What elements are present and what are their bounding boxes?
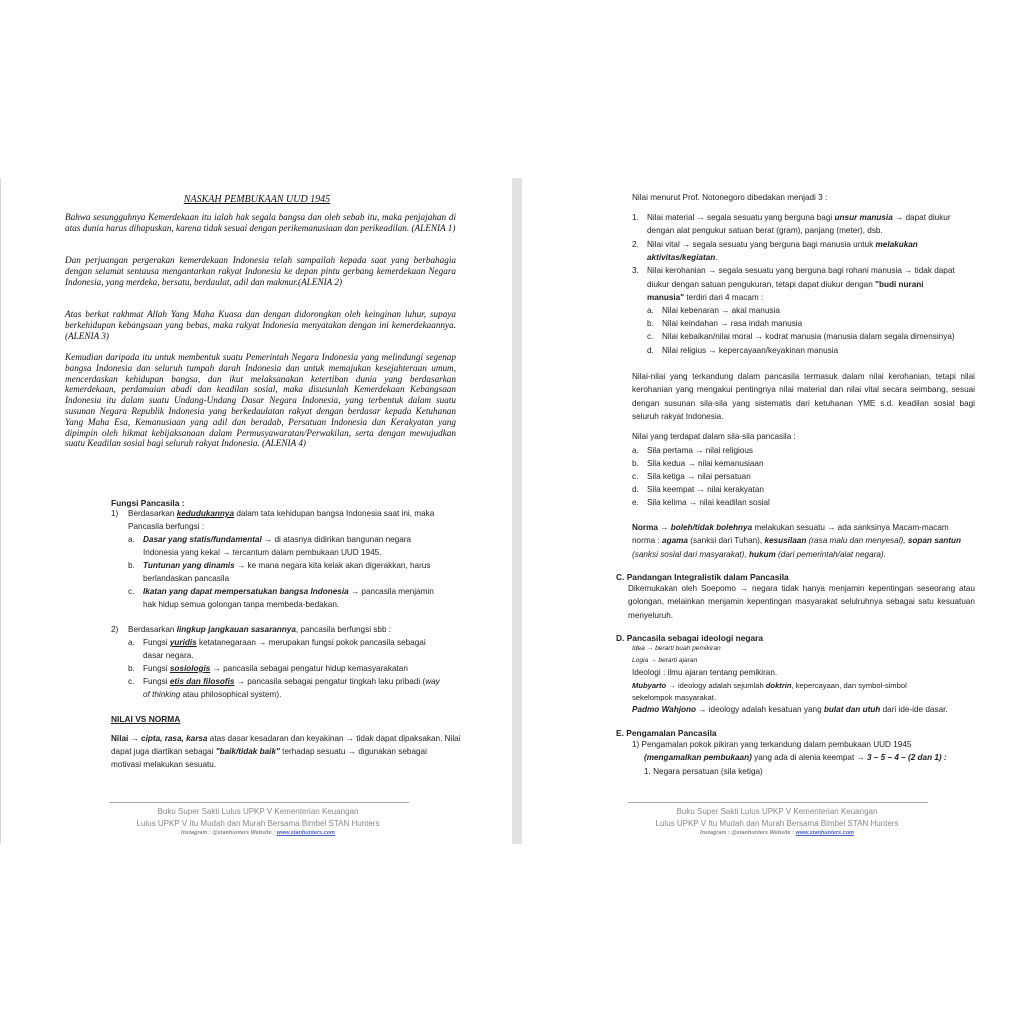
footer-right-line-3: Instagram : @stanhunters Website : www.stanhunters.com xyxy=(700,830,854,836)
kerohanian-paragraph: Nilai-nilai yang terkandung dalam pancasila termasuk dalam nilai kerohanian, tetapi nilai kerohanian yang mengakui pentingnya nilai material dan nilai vital secara seimbang, sesuai dengan susunan sila-sila yang sistematis dari ketuhanan YME s.d. keadilan sosial bagi seluruh rakyat Indonesia. xyxy=(632,372,975,422)
f2-line1: Berdasarkan lingkup jangkauan sasarannya, pancasila berfungsi sbb : xyxy=(128,625,392,634)
sila-e-text: Sila kelima → nilai keadilan sosial xyxy=(647,498,770,507)
footer-line-1: Buku Super Sakti Lulus UPKP V Kementerian Keuangan xyxy=(157,807,359,816)
n3a-text: Nilai kebenaran → akal manusia xyxy=(662,306,780,315)
nilai-line2: dapat juga diartikan sebagai "baik/tidak baik" terhadap sesuatu → digunakan sebagai xyxy=(111,747,427,756)
section-c-text: Dikemukakan oleh Soepomo → negara tidak hanya menjamin kepentingan seseorang atau golongan, melainkan menjamin kepentingan masyarakat selulruhnya sebagai satu kesuatuan menyeluruh. xyxy=(628,584,975,620)
f1b-line1: Tuntunan yang dinamis → ke mana negara kita kelak akan digerakkan, harus xyxy=(143,561,431,570)
mubyarto-line: Mubyarto → ideology adalah sejumlah doktrin, kepercayaan, dan symbol-simbol xyxy=(632,681,907,690)
sila-intro: Nilai yang terdapat dalam sila-sila pancasila : xyxy=(632,432,796,441)
alenia-1: Bahwa sesungguhnya Kemerdekaan itu ialah hak segala bangsa dan oleh sebab itu, maka penjajahan di atas dunia harus dihapuskan, karena tidak sesuai dengan perikemanusiaan dan perikeadilan. (ALENIA 1) xyxy=(65,212,456,233)
n3c-letter: c. xyxy=(647,332,654,341)
f2-number: 2) xyxy=(111,625,119,634)
footer-divider-right xyxy=(628,802,928,803)
footer-right-line-1: Buku Super Sakti Lulus UPKP V Kementerian Keuangan xyxy=(676,807,878,816)
f2c-line2: of thinking atau philosophical system). xyxy=(143,690,282,699)
section-e-heading: E. Pengamalan Pancasila xyxy=(616,728,717,738)
alenia-3: Atas berkat rakhmat Allah Yang Maha Kuasa dan dengan didorongkan oleh keinginan luhur, supaya berkehidupan kebangsaan yang bebas, maka rakyat Indonesia menyatakan dengan ini kemerdekaannya. (ALENIA 3) xyxy=(65,309,456,341)
norma-line1: Norma → boleh/tidak bolehnya melakukan sesuatu → ada sanksinya Macam-macam xyxy=(632,523,949,532)
norma-line2: norma : agama (sanksi dari Tuhan), kesusilaan (rasa malu dan menyesal), sopan santun xyxy=(632,536,962,545)
notonegoro-intro: Nilai menurut Prof. Notonegoro dibedakan menjadi 3 : xyxy=(632,193,828,202)
alenia-4: Kemudian daripada itu untuk membentuk suatu Pemerintah Negara Indonesia yang melindungi segenap bangsa Indonesia dan seluruh tumpah darah Indonesia dan untuk memajukan kesejahteraan umum, mencerdaskan kehidupan bangsa, dan ikut melaksanakan ketertiban dunia yang berdasarkan kemerdekaan, perdamaian abadi dan keadilan sosial, maka disusunlah Kemerdekaan Kebangsaan Indonesia itu dalam suatu Undang-Undang Dasar Negara Indonesia, yang terbentuk dalam suatu susunan Negara Republik Indonesia yang berkedaulatan rakyat dengan berdasar kepada Ketuhanan Yang Maha Esa, Kemanusiaan yang adil dan beradab, Persatuan Indonesia dan Kerakyatan yang dipimpin oleh hikmat kebijaksanaan dalam Permusyawaratan/Perwakilan, serta dengan mewujudkan suatu Keadilan sosial bagi seluruh rakyat Indonesia. (ALENIA 4) xyxy=(65,352,456,449)
left-page xyxy=(0,178,513,844)
f2b-letter: b. xyxy=(128,664,135,673)
website-link[interactable]: www.stanhunters.com xyxy=(276,830,335,836)
right-page xyxy=(522,178,1024,844)
sila-b-letter: b. xyxy=(632,459,639,468)
mubyarto-line2: sekelompok masyarakat. xyxy=(632,693,716,702)
f2c-line1: Fungsi etis dan filosofis → pancasila sebagai pengatur tingkah laku pribadi (way xyxy=(143,677,440,686)
pengamalan-line2: (mengamalkan pembukaan) yang ada di alenia keempat → 3 – 5 – 4 – (2 dan 1) : xyxy=(644,753,947,762)
f1-line2: Pancasila berfungsi : xyxy=(128,522,205,531)
n3d-letter: d. xyxy=(647,346,654,355)
f1a-letter: a. xyxy=(128,535,135,544)
fungsi-heading: Fungsi Pancasila : xyxy=(111,498,185,508)
n3b-text: Nilai keindahan → rasa indah manusia xyxy=(662,319,803,328)
f2a-line1: Fungsi yuridis ketatanegaraan → merupakan fungsi pokok pancasila sebagai xyxy=(143,638,426,647)
nilai-line3: motivasi melakukan sesuatu. xyxy=(111,760,217,769)
f1a-line2: Indonesia yang kekal → tercantum dalam pembukaan UUD 1945. xyxy=(143,548,382,557)
f2a-letter: a. xyxy=(128,638,135,647)
f1-number: 1) xyxy=(111,509,119,518)
n2-line2: aktivitas/kegiatan. xyxy=(647,253,718,262)
f1-line1: Berdasarkan kedudukannya dalam tata kehidupan bangsa Indonesia saat ini, maka xyxy=(128,509,435,518)
n3-number: 3. xyxy=(632,266,639,275)
f1c-line2: hak hidup semua golongan tanpa membeda-bedakan. xyxy=(143,600,340,609)
footer-line-3: Instagram : @stanhunters Website : www.stanhunters.com xyxy=(181,830,335,836)
sila-e-letter: e. xyxy=(632,498,639,507)
f1a-line1: Dasar yang statis/fundamental → di atasnya didirikan bangunan negara xyxy=(143,535,412,544)
nilai-line1: Nilai → cipta, rasa, karsa atas dasar kesadaran dan keyakinan → tidak dapat dipaksakan. Nilai xyxy=(111,734,461,743)
n3-line3: manusia" terdiri dari 4 macam : xyxy=(647,293,764,302)
n1-line1: Nilai material → segala sesuatu yang berguna bagi unsur manusia → dapat diukur xyxy=(647,213,951,222)
website-link-right[interactable]: www.stanhunters.com xyxy=(795,830,854,836)
sila-c-letter: c. xyxy=(632,472,639,481)
f2c-letter: c. xyxy=(128,677,135,686)
footer-line-2: Lulus UPKP V Itu Mudah dan Murah Bersama Bimbel STAN Hunters xyxy=(136,819,380,828)
sila-d-text: Sila keempat → nilai kerakyatan xyxy=(647,485,764,494)
norma-line3: (sanksi sosial dari masyarakat), hukum (dari pemerintah/alat negara). xyxy=(632,550,886,559)
section-c-heading: C. Pandangan Integralistik dalam Pancasila xyxy=(616,572,789,582)
f2a-line2: dasar negara. xyxy=(143,651,194,660)
sila-a-text: Sila pertama → nilai religious xyxy=(647,446,754,455)
alenia-2: Dan perjuangan pergerakan kemerdekaan Indonesia telah sampailah kepada saat yang berbahagia dengan selamat sentausa mengantarkan rakyat Indonesia ke depan pintu gerbang kemerdekaan Negara Indonesia, yang merdeka, bersatu, berdaulat, adil dan makmur.(ALENIA 2) xyxy=(65,255,456,287)
f1b-line2: berlandaskan pancasila xyxy=(143,574,230,583)
n3-line1: Nilai kerohanian → segala sesuatu yang berguna bagi rohani manusia → tidak dapat xyxy=(647,266,955,275)
n3-line2: diukur dengan satuan pengukuran, tetapi dapat diukur dengan "budi nurani xyxy=(647,280,924,289)
sila-c-text: Sila ketiga → nilai persatuan xyxy=(647,472,751,481)
pengamalan-line3: 1. Negara persatuan (sila ketiga) xyxy=(644,767,763,776)
footer-divider xyxy=(109,802,409,803)
n1-line2: dengan alat pengukur satuan berat (gram), panjang (meter), dsb. xyxy=(647,226,883,235)
document-title: NASKAH PEMBUKAAN UUD 1945 xyxy=(183,194,331,205)
nilai-vs-norma-heading: NILAI VS NORMA xyxy=(111,714,181,724)
page-gutter xyxy=(512,178,522,844)
pengamalan-line1: 1) Pengamalan pokok pikiran yang terkandung dalam pembukaan UUD 1945 xyxy=(632,740,912,749)
sila-d-letter: d. xyxy=(632,485,639,494)
n2-number: 2. xyxy=(632,240,639,249)
sila-a-letter: a. xyxy=(632,446,639,455)
f1b-letter: b. xyxy=(128,561,135,570)
footer-right-line-2: Lulus UPKP V Itu Mudah dan Murah Bersama Bimbel STAN Hunters xyxy=(655,819,899,828)
sila-b-text: Sila kedua → nilai kemanusiaan xyxy=(647,459,764,468)
n1-number: 1. xyxy=(632,213,639,222)
n3a-letter: a. xyxy=(647,306,654,315)
n2-line1: Nilai vital → segala sesuatu yang berguna bagi manusia untuk melakukan xyxy=(647,240,918,249)
idea-definition: Idea → berarti buah pemikiran xyxy=(632,645,721,652)
n3d-text: Nilai religius → kepercayaan/keyakinan manusia xyxy=(662,346,839,355)
n3b-letter: b. xyxy=(647,319,654,328)
f1c-line1: Ikatan yang dapat mempersatukan bangsa Indonesia → pancasila menjamin xyxy=(143,587,434,596)
ideologi-definition: Ideologi : ilmu ajaran tentang pemikiran. xyxy=(632,668,778,677)
f2b-line1: Fungsi sosiologis → pancasila sebagai pengatur hidup kemasyarakatan xyxy=(143,664,408,673)
n3c-text: Nilai kebaikan/nilai moral → kodrat manusia (manusia dalam segala dimensinya) xyxy=(662,332,955,341)
padmo-line: Padmo Wahjono → ideology adalah kesatuan yang bulat dan utuh dari ide-ide dasar. xyxy=(632,705,948,714)
logia-definition: Logia → berarti ajaran xyxy=(632,657,698,664)
f1c-letter: c. xyxy=(128,587,135,596)
section-d-heading: D. Pancasila sebagai ideologi negara xyxy=(616,633,764,643)
